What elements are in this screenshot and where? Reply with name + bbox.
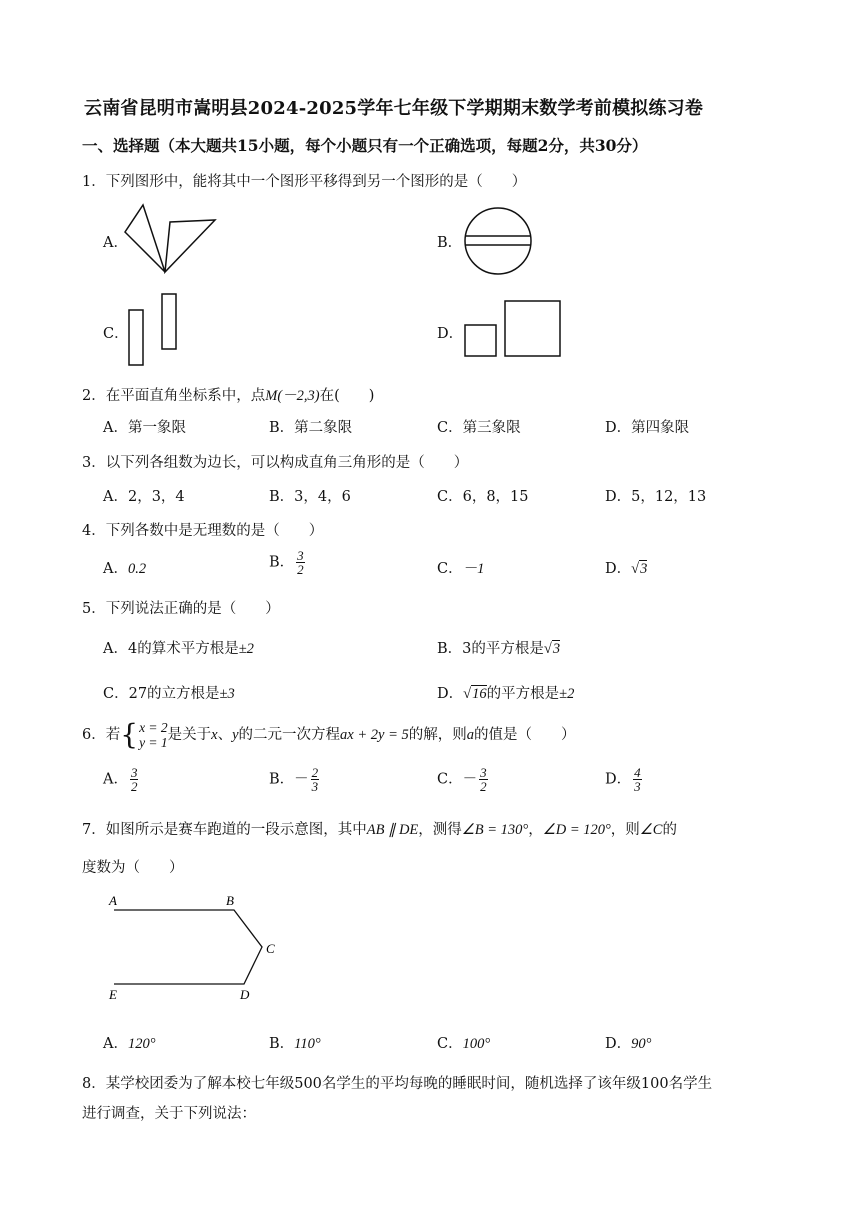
q4-option-a: A．0.2 xyxy=(103,561,147,577)
q1-option-b-label: B． xyxy=(437,235,463,251)
q6-option-b: B．－ $\frac{2}{3}$ xyxy=(269,765,319,794)
question-2-stem: 2．在平面直角坐标系中，点M(－2,3)在( ) xyxy=(82,388,375,404)
q5-option-c: C．27的立方根是±3 xyxy=(103,686,235,702)
section-heading: 一、选择题（本大题共15小题，每个小题只有一个正确选项，每题2分，共30分） xyxy=(82,136,648,155)
q1-option-a-label: A． xyxy=(103,235,128,251)
q7-track-diagram xyxy=(100,890,300,1010)
page-title: 云南省昆明市嵩明县2024-2025学年七年级下学期期末数学考前模拟练习卷 xyxy=(84,98,704,119)
q7-option-a: A．120° xyxy=(103,1036,156,1052)
q2-option-b: B．第二象限 xyxy=(269,420,353,436)
q6-option-a: A． $\frac{3}{2}$ xyxy=(103,765,138,794)
q1-option-c-figure xyxy=(126,292,182,370)
question-3-stem: 3．以下列各组数为边长，可以构成直角三角形的是（ ） xyxy=(82,455,469,471)
point-label-c: C xyxy=(266,941,275,956)
question-1-stem: 1．下列图形中，能将其中一个图形平移得到另一个图形的是（ ） xyxy=(82,174,527,190)
question-8-stem: 8．某学校团委为了解本校七年级500名学生的平均每晚的睡眠时间，随机选择了该年级100名学生 xyxy=(82,1076,713,1092)
question-6-stem: 6．若 { x = 2 y = 1 是关于x、y的二元一次方程ax + 2y = 5的解，则a的值是（ ） xyxy=(82,718,576,751)
q4-option-d: D．√3 xyxy=(605,561,648,577)
q6-option-d: D． $\frac{4}{3}$ xyxy=(605,765,641,794)
q7-option-d: D．90° xyxy=(605,1036,652,1052)
point-label-b: B xyxy=(226,893,234,908)
q1-option-b-figure xyxy=(462,204,536,278)
q6-option-c: C．－ $\frac{3}{2}$ xyxy=(437,765,487,794)
question-7-stem-line2: 度数为（ ） xyxy=(82,860,184,876)
q2-option-c: C．第三象限 xyxy=(437,420,521,436)
question-7-stem: 7．如图所示是赛车跑道的一段示意图，其中AB ∥ DE，测得∠B = 130°，∠D = 120°，则∠C的 xyxy=(82,822,677,838)
q7-option-c: C．100° xyxy=(437,1036,491,1052)
q1-option-d-label: D． xyxy=(437,326,464,342)
q2-option-a: A．第一象限 xyxy=(103,420,186,436)
q3-option-c: C．6，8，15 xyxy=(437,489,529,505)
question-4-stem: 4．下列各数中是无理数的是（ ） xyxy=(82,523,324,539)
q1-option-a-figure xyxy=(125,205,220,277)
point-label-e: E xyxy=(109,987,117,1002)
question-8-stem-line2: 进行调查，关于下列说法： xyxy=(82,1106,256,1122)
q5-option-d: D．√16的平方根是±2 xyxy=(437,686,575,702)
q3-option-a: A．2，3，4 xyxy=(103,489,185,505)
q4-option-c: C．－1 xyxy=(437,561,485,577)
q2-option-d: D．第四象限 xyxy=(605,420,690,436)
q5-option-a: A．4的算术平方根是±2 xyxy=(103,641,254,657)
q1-option-c-label: C． xyxy=(103,326,129,342)
point-label-a: A xyxy=(109,893,117,908)
q5-option-b: B．3的平方根是√3 xyxy=(437,641,561,657)
q4-option-b: B． $\frac{3}{2}$ xyxy=(269,548,304,577)
q1-option-d-figure xyxy=(463,299,563,359)
q3-option-d: D．5，12，13 xyxy=(605,489,707,505)
q7-option-b: B．110° xyxy=(269,1036,321,1052)
point-label-d: D xyxy=(240,987,250,1002)
question-5-stem: 5．下列说法正确的是（ ） xyxy=(82,601,280,617)
q3-option-b: B．3，4，6 xyxy=(269,489,351,505)
